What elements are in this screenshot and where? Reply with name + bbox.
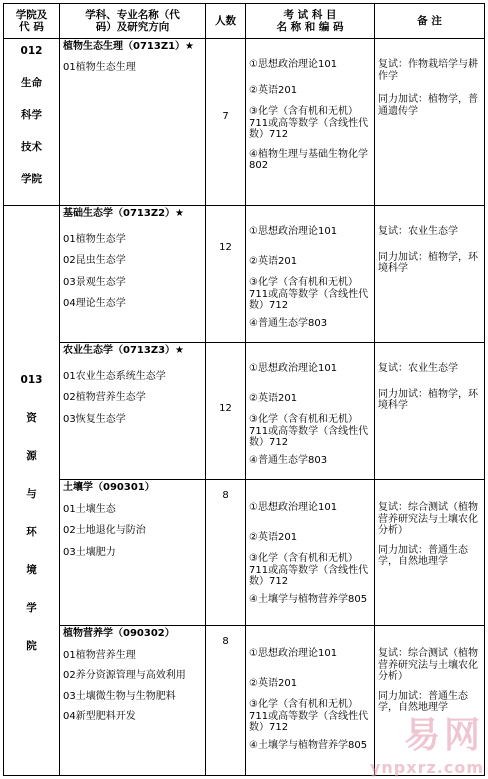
count-value: 12 — [219, 403, 232, 415]
exam-item: ②英语201 — [249, 392, 298, 404]
direction-item: 03土壤微生物与生物肥料 — [63, 690, 176, 702]
note-item: 同力加试：植物学，环境科学 — [378, 388, 478, 412]
note-item: 复试：农业生态学 — [378, 363, 458, 375]
note-cell — [375, 206, 485, 343]
note-cell — [375, 39, 485, 206]
exam-item: ④普通生态学803 — [249, 317, 328, 329]
college-cell-013 — [4, 206, 60, 776]
direction-item: 03恢复生态学 — [63, 413, 126, 425]
note-item: 同力加试：普通生态学，自然地理学 — [378, 690, 468, 714]
major-title: 基础生态学（0713Z2）★ — [63, 208, 185, 220]
exam-cell — [246, 343, 375, 480]
header-major — [60, 4, 206, 39]
header-note: 备 注 — [375, 4, 485, 39]
table-row — [4, 39, 485, 206]
college-code: 013 — [20, 373, 43, 386]
exam-cell — [246, 626, 375, 776]
exam-item: ①思想政治理论101 — [249, 226, 338, 238]
header-college — [4, 4, 60, 39]
count-cell — [206, 39, 246, 206]
table-row — [4, 206, 485, 343]
college-name-part: 环 — [26, 525, 37, 538]
major-cell — [60, 343, 206, 480]
count-value: 8 — [222, 490, 229, 502]
table-row — [4, 343, 485, 480]
direction-item: 03土壤肥力 — [63, 546, 116, 558]
header-count: 人数 — [206, 4, 246, 39]
exam-item: ③化学（含有机和无机）711或高等数学（含线性代数）712 — [249, 414, 369, 449]
header-exam-line1: 考 试 科 目 — [283, 8, 337, 21]
direction-item: 01植物营养生理 — [63, 649, 136, 661]
college-name-part: 源 — [26, 449, 37, 462]
table-row — [4, 480, 485, 626]
direction-item: 02土地退化与防治 — [63, 525, 146, 537]
exam-item: ③化学（含有机和无机）711或高等数学（含线性代数）712 — [249, 699, 369, 734]
college-name-part: 学院 — [21, 173, 42, 186]
exam-item: ③化学（含有机和无机）711或高等数学（含线性代数）712 — [249, 106, 369, 140]
exam-cell — [246, 480, 375, 626]
exam-item: ④土壤学与植物营养学805 — [249, 739, 368, 751]
count-cell — [206, 480, 246, 626]
major-title: 植物生态生理（0713Z1）★ — [63, 41, 195, 52]
count-value: 7 — [222, 111, 229, 122]
major-cell — [60, 480, 206, 626]
note-cell — [375, 480, 485, 626]
direction-item: 02昆虫生态学 — [63, 255, 126, 267]
note-item: 复试：作物栽培学与耕作学 — [378, 59, 478, 82]
exam-item: ②英语201 — [249, 255, 298, 267]
college-name-part: 院 — [26, 640, 37, 652]
exam-item: ①思想政治理论101 — [249, 363, 338, 375]
exam-item: ①思想政治理论101 — [249, 59, 338, 70]
direction-item: 02养分资源管理与高效利用 — [63, 670, 186, 682]
direction-item: 04新型肥料开发 — [63, 711, 136, 723]
exam-item: ①思想政治理论101 — [249, 502, 338, 514]
direction-item: 02植物营养生态学 — [63, 392, 146, 404]
admissions-table — [3, 3, 485, 776]
exam-item: ④土壤学与植物营养学805 — [249, 593, 368, 605]
exam-cell — [246, 39, 375, 206]
exam-item: ④植物生理与基础生物化学802 — [249, 148, 368, 171]
note-item: 同力加试：普通生态学，自然地理学 — [378, 544, 468, 568]
header-major-line2: 码）及研究方向 — [95, 21, 170, 33]
exam-item: ②英语201 — [249, 677, 298, 689]
college-name-part: 境 — [26, 563, 37, 576]
note-item: 复试：农业生态学 — [378, 226, 458, 238]
note-item: 同力加试：植物学，环境科学 — [378, 251, 478, 275]
major-cell — [60, 626, 206, 776]
college-name-part: 技术 — [21, 141, 42, 154]
direction-item: 01植物生态生理 — [63, 61, 136, 73]
college-name-part: 生命 — [21, 77, 42, 90]
header-major-line1: 学科、专业名称（代 — [85, 8, 180, 21]
major-cell — [60, 206, 206, 343]
direction-item: 01土壤生态 — [63, 503, 116, 515]
count-cell — [206, 343, 246, 480]
count-value: 12 — [219, 242, 232, 254]
watermark-logo-text: 易网 — [403, 715, 484, 756]
college-name-part: 与 — [26, 487, 37, 500]
college-name-part: 科学 — [21, 109, 42, 122]
exam-item: ②英语201 — [249, 84, 298, 96]
count-cell — [206, 206, 246, 343]
college-code: 012 — [20, 45, 43, 57]
exam-item: ④普通生态学803 — [249, 454, 328, 466]
direction-item: 03景观生态学 — [63, 276, 126, 288]
watermark-url: ynpxrz.com — [369, 758, 484, 777]
exam-cell — [246, 206, 375, 343]
exam-item: ③化学（含有机和无机）711或高等数学（含线性代数）712 — [249, 277, 369, 312]
direction-item: 01植物生态学 — [63, 233, 126, 245]
major-title: 土壤学（090301） — [63, 482, 155, 494]
header-row — [4, 4, 485, 39]
major-title: 农业生态学（0713Z3）★ — [63, 345, 185, 357]
college-cell-012 — [4, 39, 60, 206]
major-title: 植物营养学（090302） — [63, 628, 175, 640]
college-name-part: 学 — [26, 601, 37, 614]
header-college-line2: 代 码 — [19, 21, 44, 33]
watermark — [370, 707, 484, 777]
header-college-line1: 学院及 — [15, 8, 48, 21]
college-name-part: 资 — [26, 411, 37, 424]
direction-item: 04理论生态学 — [63, 298, 126, 310]
note-item: 复试：综合测试（植物营养研究法与土壤农化分析） — [378, 648, 478, 683]
header-exam-line2: 名 称 和 编 码 — [276, 21, 344, 33]
note-cell — [375, 343, 485, 480]
note-item: 复试：综合测试（植物营养研究法与土壤农化分析） — [378, 502, 478, 537]
direction-item: 01农业生态系统生态学 — [63, 370, 166, 382]
note-item: 同力加试：植物学，普通遗传学 — [378, 94, 478, 117]
exam-item: ②英语201 — [249, 531, 298, 543]
header-exam — [246, 4, 375, 39]
count-value: 8 — [222, 636, 229, 648]
count-cell — [206, 626, 246, 776]
major-cell — [60, 39, 206, 206]
exam-item: ③化学（含有机和无机）711或高等数学（含线性代数）712 — [249, 553, 369, 588]
exam-item: ①思想政治理论101 — [249, 648, 338, 660]
